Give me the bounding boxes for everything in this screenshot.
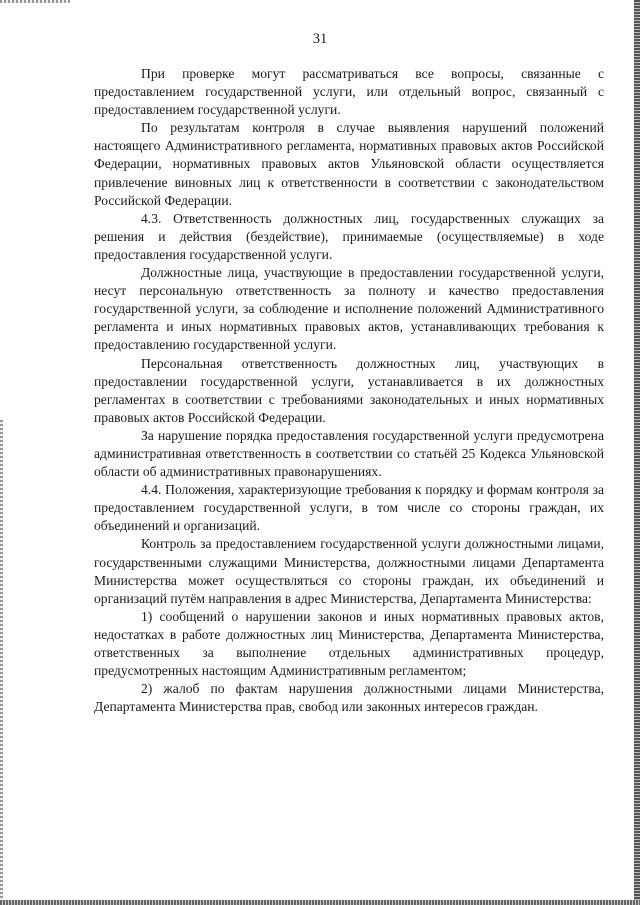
list-item-paragraph: 2) жалоб по фактам нарушения должностными лицами Министерства, Департамента Министерства прав, свобод или законных интересов граждан. — [94, 681, 604, 715]
list-item-paragraph: 1) сообщений о нарушении законов и иных нормативных правовых актов, недостатках в работе должностных лиц Министерства, Департамента Министерства, ответственных за выполнение отдельных административных процедур, предусмотренных настоящим Административным регламентом; — [94, 608, 604, 679]
scan-bottom-edge-artifact — [0, 900, 640, 905]
paragraph: При проверке могут рассматриваться все вопросы, связанные с предоставлением государственной услуги, или отдельный вопрос, связанный с предоставлением государственной услуги. — [94, 66, 604, 118]
paragraph: По результатам контроля в случае выявления нарушений положений настоящего Административного регламента, нормативных правовых актов Российской Федерации, нормативных правовых актов Ульяновской области осуществляется привлечение виновных лиц к ответственности в соответствии с законодательством Российской Федерации. — [94, 120, 604, 208]
paragraph: Должностные лица, участвующие в предоставлении государственной услуги, несут персональную ответственность за полноту и качество предоставления государственной услуги, за соблюдение и исполнение положений Административного регламента и иных нормативных правовых актов, устанавливающих требования к предоставлению государственной услуги. — [94, 265, 604, 353]
paragraph: Контроль за предоставлением государственной услуги должностными лицами, государственными служащими Министерства, должностными лицами Департамента Министерства может осуществляться со стороны граждан, их объединений и организаций путём направления в адрес Министерства, Департамента Министерства: — [94, 536, 604, 606]
document-body — [94, 65, 604, 716]
paragraph: За нарушение порядка предоставления государственной услуги предусмотрена административная ответственность в соответствии со статьёй 25 Кодекса Ульяновской области об административных правонарушениях. — [94, 427, 604, 480]
page-number: 31 — [312, 31, 328, 47]
scan-right-edge-artifact — [634, 0, 640, 905]
scan-corner-artifact — [0, 0, 70, 3]
paragraph: Персональная ответственность должностных лиц, участвующих в предоставлении государственной услуги, устанавливается в их должностных регламентах в соответствии с требованиями законодательных и иных нормативных правовых актов Российской Федерации. — [94, 355, 604, 425]
section-heading-paragraph: 4.4. Положения, характеризующие требования к порядку и формам контроля за предоставлением государственной услуги, в том числе со стороны граждан, их объединений и организаций. — [94, 482, 604, 534]
section-heading-paragraph: 4.3. Ответственность должностных лиц, государственных служащих за решения и действия (бездействие), принимаемые (осуществляемые) в ходе предоставления государственной услуги. — [94, 210, 604, 262]
scan-left-edge-artifact — [0, 420, 3, 900]
